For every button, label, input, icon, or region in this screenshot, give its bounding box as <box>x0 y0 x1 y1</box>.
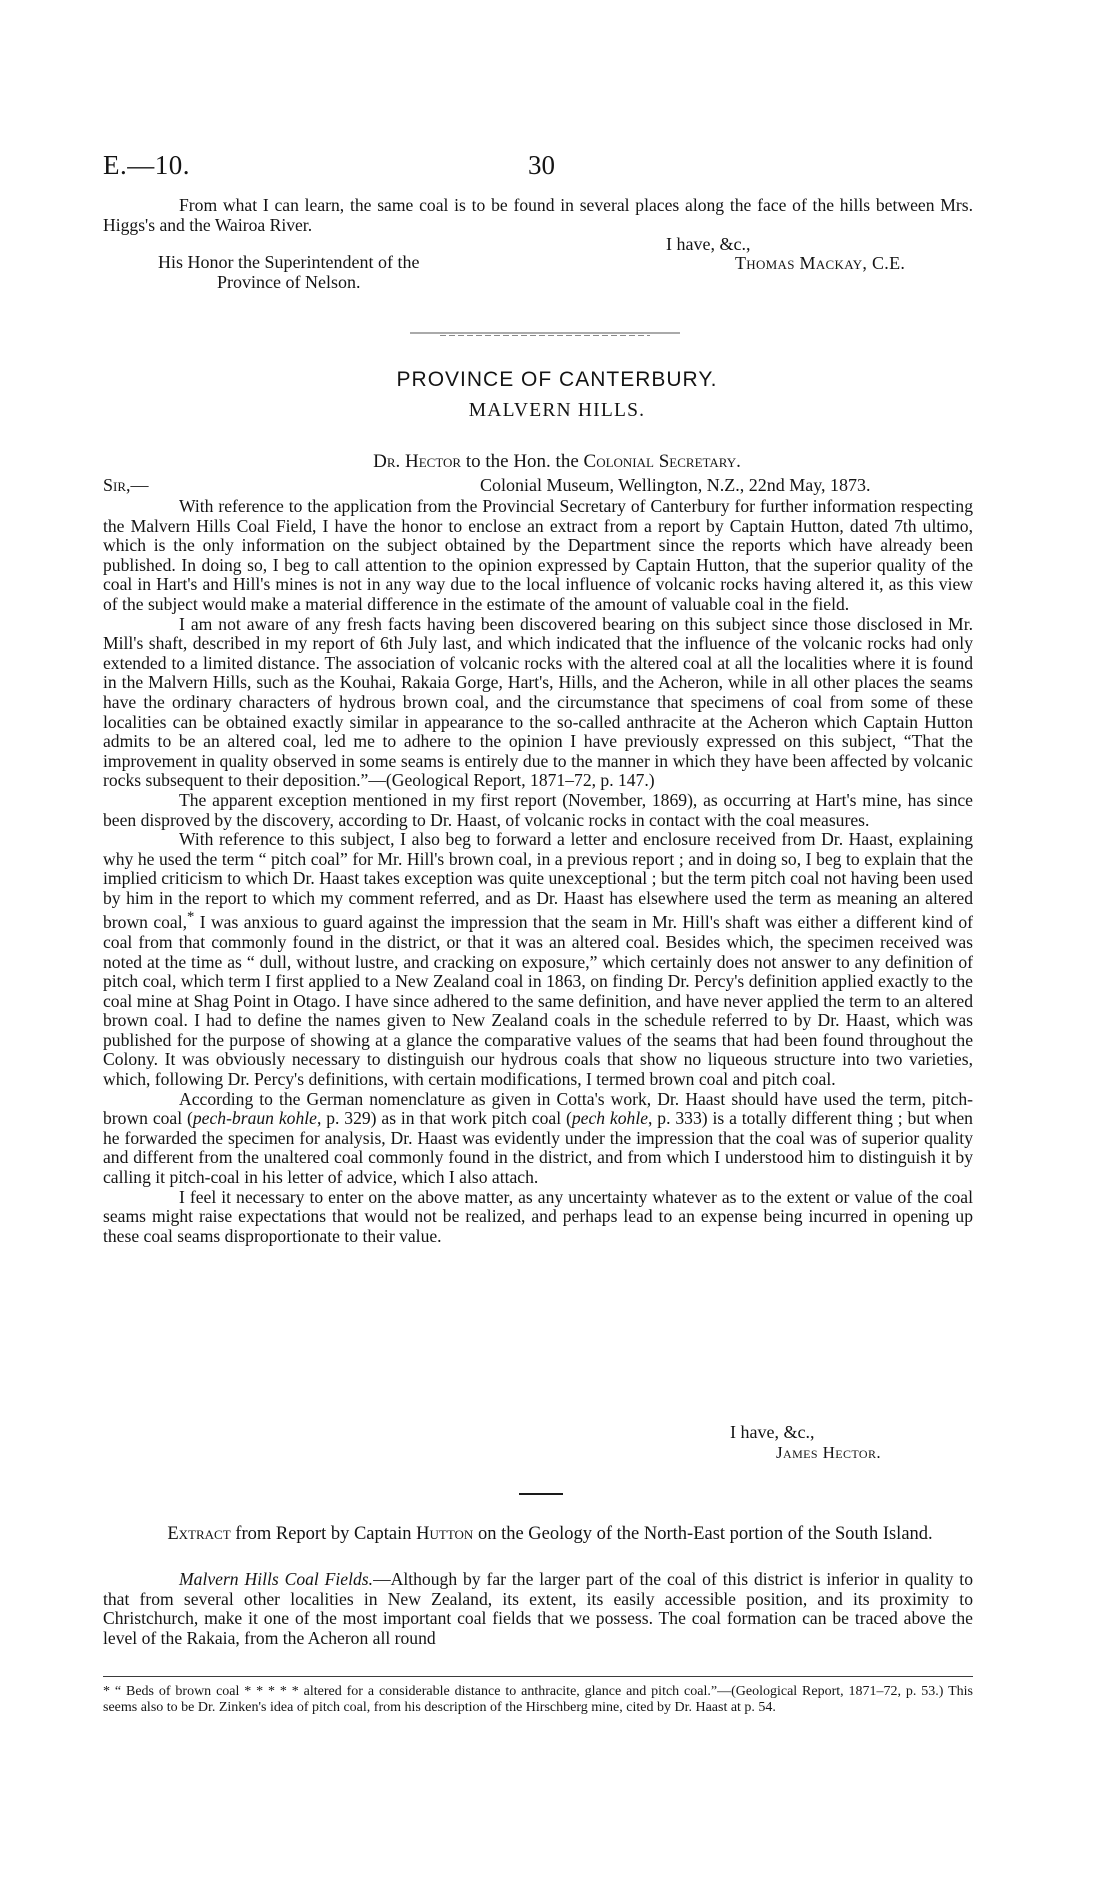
nelson-closing-paragraph <box>103 196 973 235</box>
german-term: pech kohle <box>571 1108 649 1129</box>
signature-name: Thomas Mackay <box>735 253 863 273</box>
paragraph-text: —Although by far the larger part of the coal of this district is inferior in quality to that from several other localities in New Zealand, its extent, its easily accessible position, and its proximity to Christchurch, make it one of the most important coal fields that we possess. The coal formation can be traced above the level of the Rakaia, from the Acheron all round <box>103 1569 973 1648</box>
paragraph-text: , p. 333) is a totally different thing ; but when he forwarded the specimen for analysis, Dr. Haast was evidently under the impression that the coal was of superior quality and different from the unaltered coal commonly found in the district, and from which I understood him to distinguish it by calling it pitch-coal in his letter of advice, which I also attach. <box>103 1108 973 1188</box>
paragraph-text: With reference to this subject, I also beg to forward a letter and enclosure received from Dr. Haast, explaining why he used the term “ pitch coal” for Mr. Hill's brown coal, in a previous report ; and in doing so, I beg to explain that the implied criticism to which Dr. Haast takes exception was quite unexceptional ; but the term pitch coal not having been used by him in the report to which my comment referred, and as Dr. Haast has elsewhere used the term as meaning an altered brown coal, <box>103 829 973 933</box>
extract-body <box>103 1570 973 1648</box>
signature <box>735 253 905 274</box>
paragraph: I am not aware of any fresh facts having been discovered bearing on this subject since those disclosed in Mr. Mill's shaft, described in my report of 6th July last, and which indicated that the influence of the volcanic rocks had only extended to a limited distance. The association of volcanic rocks with the altered coal at all the localities where it is found in the Malvern Hills, such as the Kouhai, Rakaia Gorge, Hart's, Hills, and the Acheron, while in all other places the seams have the ordinary characters of hydrous brown coal, and the circumstance that specimens of coal from some of these localities can be obtained exactly similar in appearance to the so-called anthracite at the Acheron which Captain Hutton admits to be an altered coal, led me to adhere to the opinion I have previously expressed on this subject, “That the improvement in quality observed in some seams is entirely due to the manner in which they have been affected by volcanic rocks subsequent to their deposition.”—(Geological Report, 1871–72, p. 147.) <box>103 613 973 791</box>
ornamental-divider <box>410 330 680 338</box>
german-term: pech-braun kohle <box>192 1108 317 1129</box>
extract-lead-title: Malvern Hills Coal Fields. <box>179 1569 374 1589</box>
footnote <box>103 1684 973 1716</box>
footnote-marker[interactable]: * <box>187 909 195 926</box>
extract-label: Extract <box>167 1524 231 1544</box>
paragraph: With reference to the application from the Provincial Secretary of Canterbury for further information respecting the Malvern Hills Coal Field, I have the honor to enclose an extract from a report by Captain Hutton, dated 7th ultimo, which is the only information on the subject obtained by the Department since the reports which have already been published. In doing so, I beg to call attention to the opinion expressed by Captain Hutton, that the superior quality of the coal in Hart's and Hill's mines is not in any way due to the local influence of volcanic rocks having altered it, as this view of the subject would make a material difference in the estimate of the amount of valuable coal in the field. <box>103 496 973 614</box>
paragraph: I feel it necessary to enter on the above matter, as any uncertainty whatever as to the extent or value of the coal seams might raise expectations that would not be realized, and perhaps lead to an expense being incurred in opening up these coal seams disproportionate to their value. <box>103 1186 973 1246</box>
paragraph: From what I can learn, the same coal is to be found in several places along the face of the hills between Mrs. Higgs's and the Wairoa River. <box>103 195 973 235</box>
page-reference: E.—10. <box>103 150 190 180</box>
paragraph-text: According to the German nomenclature as given in Cotta's work, Dr. Haast should have used the term, pitch-brown coal ( <box>103 1088 973 1129</box>
page-number: 30 <box>528 150 555 180</box>
dateline: Colonial Museum, Wellington, N.Z., 22nd May, 1873. <box>480 475 871 495</box>
addressee-line: His Honor the Superintendent of the <box>158 252 420 272</box>
closing-formula: I have, &c., <box>730 1422 815 1442</box>
addressee-line: Province of Nelson. <box>217 272 361 292</box>
closing-formula: I have, &c., <box>666 234 751 254</box>
footnote-rule <box>103 1676 973 1677</box>
paragraph <box>103 1090 973 1188</box>
letter-recipient: Colonial Secretary <box>583 451 737 472</box>
letter-heading-connector: to the Hon. the <box>461 451 584 472</box>
extract-heading <box>125 1523 975 1545</box>
letter-sender: Dr. Hector <box>373 451 462 472</box>
district-heading: MALVERN HILLS. <box>468 400 646 421</box>
signature-suffix: , C.E. <box>862 253 906 273</box>
salutation: Sir,— <box>103 475 149 495</box>
paragraph: The apparent exception mentioned in my first report (November, 1869), as occurring at Hart's mine, has since been disproved by the discovery, according to Dr. Haast, of volcanic rocks in contact with the coal measures. <box>103 789 973 830</box>
paragraph-text: , p. 329) as in that work pitch coal ( <box>316 1108 572 1129</box>
extract-heading-text: from Report by Captain <box>230 1524 417 1544</box>
paragraph <box>103 830 973 1090</box>
letter-heading <box>0 451 1114 473</box>
paragraph-text: I was anxious to guard against the impression that the seam in Mr. Hill's shaft was either a different kind of coal from that commonly found in the district, or that it was an altered coal. Besides which, the specimen received was noted at the time as “ dull, without lustre, and cracking on exposure,” which certainly does not answer to any definition of pitch coal, which term I first applied to a New Zealand coal in 1863, on finding Dr. Percy's definition applied exactly to the coal mine at Shag Point in Otago. I have since adhered to the same definition, and have never applied the term to an altered brown coal. I had to define the names given to New Zealand coals in the schedule referred to by Dr. Haast, which was published for the purpose of showing at a glance the comparative values of the seams that had been found throughout the Colony. It was obviously necessary to distinguish our hydrous coals that show no liqueous structure into two varieties, which, following Dr. Percy's definitions, with certain modifications, I termed brown coal and pitch coal. <box>103 912 973 1090</box>
extract-author: Hutton <box>416 1524 474 1544</box>
signature: James Hector. <box>776 1443 882 1462</box>
section-divider <box>519 1493 563 1495</box>
paragraph <box>103 1570 973 1648</box>
footnote-text: * “ Beds of brown coal * * * * * altered for a considerable distance to anthracite, glance and pitch coal.”—(Geological Report, 1871–72, p. 53.) This seems also to be Dr. Zinken's idea of pitch coal, from his description of the Hirschberg mine, cited by Dr. Haast at p. 54. <box>103 1684 973 1715</box>
province-heading: PROVINCE OF CANTERBURY. <box>396 368 718 391</box>
hector-letter-body <box>103 497 973 1246</box>
letter-heading-period: . <box>736 451 741 472</box>
extract-heading-text: on the Geology of the North-East portion of the South Island. <box>473 1524 933 1544</box>
addressee <box>158 252 419 292</box>
nelson-letter-closing <box>103 234 973 294</box>
